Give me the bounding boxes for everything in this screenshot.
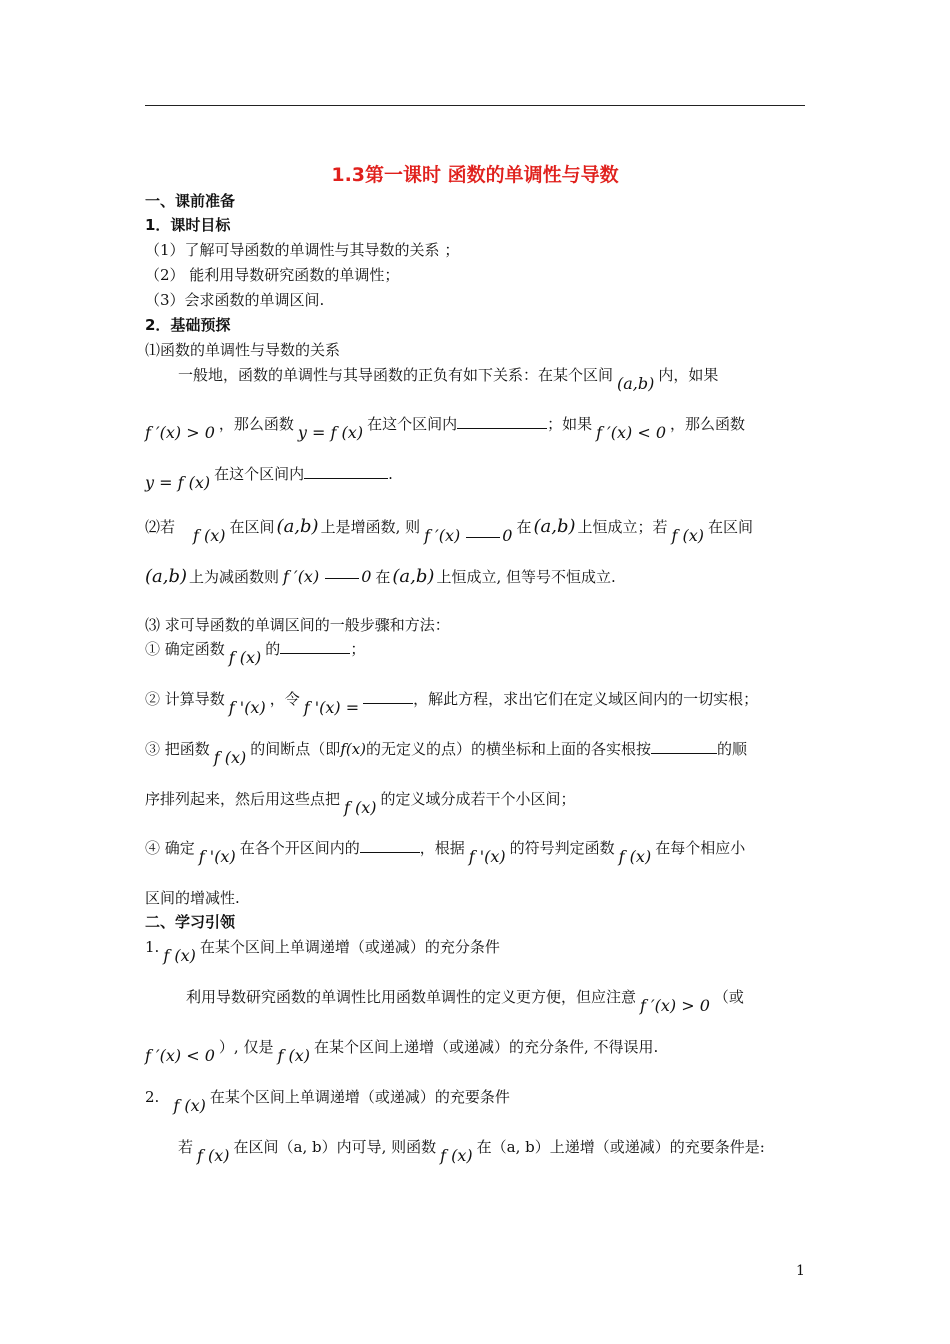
math-fx: f (x) [277,1046,310,1065]
item-1-line-2: f ′(x) < 0 ）, 仅是 f (x) 在某个区间上递增（或递减）的充分条件, 不得误用. [145,1038,659,1065]
section-2-heading: 二、学习引领 [145,913,236,931]
math-fx: f (x) [213,748,247,767]
answer-blank-domain[interactable] [280,639,350,654]
math-fprime-negative: f ′(x) < 0 [596,423,666,442]
math-interval: (a,b) [392,566,435,587]
part-1-line-2: f ′(x) > 0 ，那么函数 y = f (x) 在这个区间内 ；如果 f ′(x) < 0 ，那么函数 [145,415,746,442]
part-2-line-1: ⑵若 f (x) 在区间 (a,b) 上是增函数, 则 f ′(x) 0 在 (a,b) 上恒成立；若 f (x) 在区间 [145,516,754,545]
answer-blank-decreasing[interactable] [304,464,388,479]
math-y-equals-fx: y = f (x) [145,473,211,492]
step-3-line-1: ③ 把函数 f (x) 的间断点（即f(x)的无定义的点）的横坐标和上面的各实根按 的顺 [145,740,748,767]
subsection-basics-heading: 2．基础预探 [145,316,231,334]
math-fx: f (x) [618,847,652,866]
part-1-title: ⑴函数的单调性与导数的关系 [145,341,341,359]
item-2-line-1: 若 f (x) 在区间（a, b）内可导, 则函数 f (x) 在（a, b）上递增（或递减）的充要条件是: [178,1138,765,1165]
math-fx: f (x) [163,946,196,965]
math-fprime: f '(x) [468,847,506,866]
item-2-heading: 2. f (x) 在某个区间上单调递增（或递减）的充要条件 [145,1088,510,1115]
math-fx: f (x) [344,798,377,817]
relation-blank[interactable] [325,578,359,579]
math-fprime: f '(x) [228,698,266,717]
page-number: 1 [796,1263,805,1279]
math-interval: (a,b) [276,516,319,537]
step-1: ① 确定函数 f (x) 的 ； [145,640,366,667]
math-interval: (a,b) [145,566,188,587]
goal-1: （1）了解可导函数的单调性与其导数的关系 ； [145,241,460,259]
math-fprime-equals: f '(x) = [303,698,360,717]
part-2-line-2: (a,b) 上为减函数则 f ′(x) 0 在 (a,b) 上恒成立, 但等号不恒成立. [145,566,616,587]
goal-2: （2） 能利用导数研究函数的单调性； [145,266,400,284]
step-4-line-2: 区间的增减性. [145,889,240,907]
relation-blank[interactable] [466,537,500,538]
answer-blank-increasing[interactable] [457,414,547,429]
part-3-title: ⑶ 求可导函数的单调区间的一般步骤和方法： [145,616,450,634]
item-1-heading: 1. f (x) 在某个区间上单调递增（或递减）的充分条件 [145,938,500,965]
math-interval: (a,b) [533,516,576,537]
math-fprime-negative: f ′(x) < 0 [145,1046,215,1065]
header-rule [145,105,805,106]
math-fprime-positive: f ′(x) > 0 [145,423,215,442]
math-fprime: f ′(x) [283,567,320,586]
math-interval: (a,b) [617,374,655,393]
math-y-equals-fx: y = f (x) [297,423,364,442]
page-title: 1.3第一课时 函数的单调性与导数 [331,164,619,186]
math-fprime: f '(x) [198,847,236,866]
subsection-goals-heading: 1．课时目标 [145,216,231,234]
step-4-line-1: ④ 确定 f '(x) 在各个开区间内的 ，根据 f '(x) 的符号判定函数 f (x) 在每个相应小 [145,839,746,866]
math-fx: f (x) [228,648,262,667]
math-fx: f (x) [671,526,705,545]
answer-blank-order[interactable] [651,739,717,754]
math-fx: f (x) [173,1096,206,1115]
math-fx: f (x) [440,1146,473,1165]
math-fx: f (x) [193,526,226,545]
math-fx: f (x) [197,1146,230,1165]
math-fprime: f ′(x) [424,526,461,545]
goal-3: （3）会求函数的单调区间. [145,291,325,309]
step-2: ② 计算导数 f '(x) ，令 f '(x) = ，解此方程，求出它们在定义域区间内的一切实根； [145,690,759,717]
step-3-line-2: 序排列起来，然后用这些点把 f (x) 的定义域分成若干个小区间； [145,790,576,817]
answer-blank-sign[interactable] [360,838,420,853]
item-1-line-1: 利用导数研究函数的单调性比用函数单调性的定义更方便，但应注意 f ′(x) > 0 （或 [186,988,744,1015]
answer-blank-equation[interactable] [363,689,413,704]
part-1-line-1: 一般地，函数的单调性与其导函数的正负有如下关系：在某个区间 (a,b) 内，如果 [178,366,719,393]
section-1-heading: 一、课前准备 [145,192,236,210]
math-fprime-positive: f ′(x) > 0 [640,996,710,1015]
part-1-line-3: y = f (x) 在这个区间内 . [145,465,393,492]
